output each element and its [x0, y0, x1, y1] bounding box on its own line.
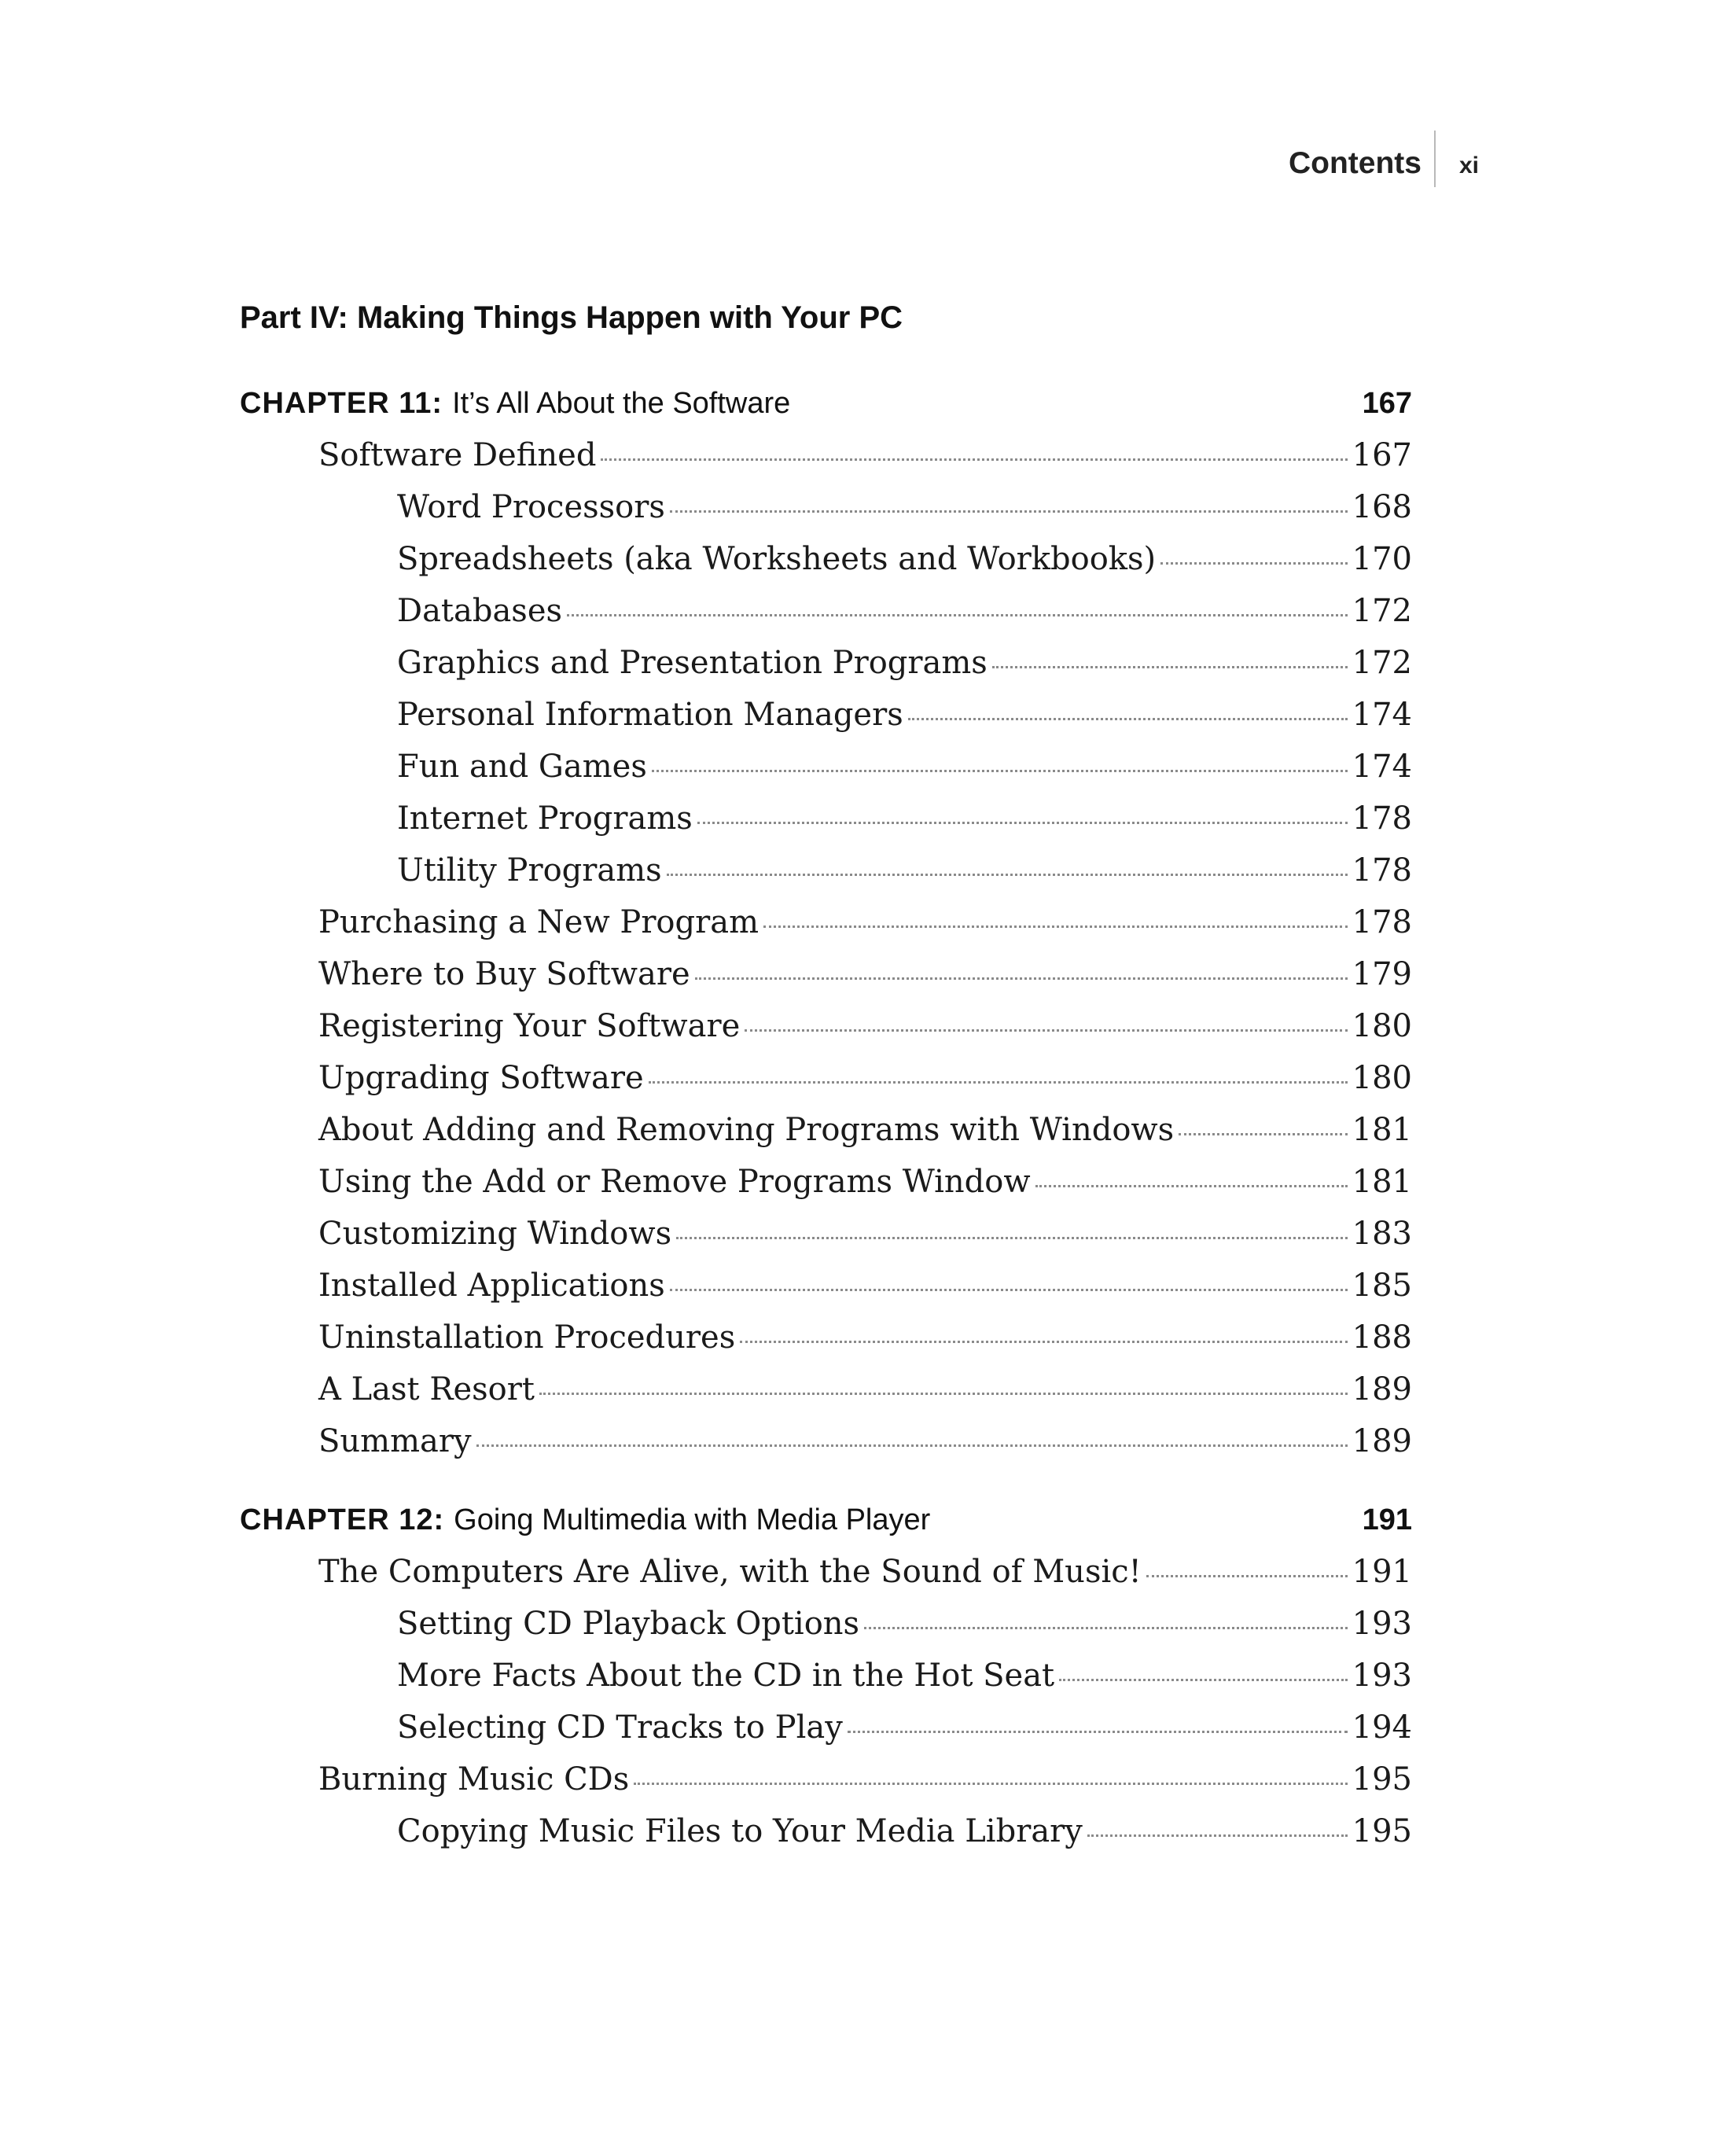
dot-leader [1160, 562, 1347, 565]
entry-page: 193 [1352, 1658, 1412, 1694]
entry-title: Burning Music CDs [318, 1761, 630, 1798]
chapter-page: 167 [1362, 387, 1412, 420]
entry-title: Spreadsheets (aka Worksheets and Workbooks) [397, 541, 1157, 577]
dot-leader [601, 458, 1347, 461]
dot-leader [676, 1237, 1348, 1239]
toc-entry[interactable] [318, 1216, 1412, 1263]
toc-entry[interactable] [397, 749, 1412, 796]
toc-entry[interactable] [318, 437, 1412, 484]
page-number: xi [1459, 153, 1480, 178]
dot-leader [745, 1029, 1347, 1032]
entry-title: Customizing Windows [318, 1216, 672, 1252]
dot-leader [695, 977, 1348, 980]
dot-leader [697, 822, 1348, 824]
entry-page: 185 [1352, 1268, 1412, 1304]
entry-title: Utility Programs [397, 852, 662, 889]
entry-title: About Adding and Removing Programs with Windows [318, 1112, 1175, 1148]
entry-page: 170 [1352, 541, 1412, 577]
dot-leader [864, 1627, 1348, 1629]
entry-page: 195 [1352, 1761, 1412, 1798]
entry-page: 172 [1352, 593, 1412, 629]
dot-leader [652, 770, 1348, 772]
dot-leader [567, 614, 1348, 616]
entry-title: Personal Information Managers [397, 697, 903, 733]
dot-leader [848, 1731, 1348, 1733]
toc-entry[interactable] [397, 852, 1412, 900]
dot-leader [649, 1081, 1348, 1084]
toc-entry[interactable] [397, 489, 1412, 536]
dot-leader [1179, 1133, 1347, 1135]
entry-page: 194 [1352, 1709, 1412, 1746]
entry-title: Where to Buy Software [318, 956, 690, 992]
dot-leader [992, 666, 1348, 668]
entry-title: Purchasing a New Program [318, 904, 760, 940]
chapter-label: CHAPTER 11: [240, 387, 443, 420]
toc-entry[interactable] [397, 1813, 1412, 1860]
toc-entry[interactable] [318, 1268, 1412, 1315]
entry-page: 178 [1352, 904, 1412, 940]
entry-title: Installed Applications [318, 1268, 665, 1304]
toc-entry[interactable] [318, 1060, 1412, 1107]
dot-leader [667, 874, 1348, 876]
entry-page: 183 [1352, 1216, 1412, 1252]
entry-page: 168 [1352, 489, 1412, 525]
entry-page: 181 [1352, 1112, 1412, 1148]
toc-entry[interactable] [318, 1112, 1412, 1159]
toc-entry[interactable] [318, 1164, 1412, 1211]
toc-entry[interactable] [397, 1709, 1412, 1757]
dot-leader [908, 718, 1348, 720]
toc-entry[interactable] [397, 800, 1412, 848]
toc-entry[interactable] [318, 1423, 1412, 1470]
dot-leader [476, 1444, 1348, 1447]
running-head-divider [1434, 131, 1436, 187]
entry-page: 178 [1352, 800, 1412, 837]
entry-page: 189 [1352, 1423, 1412, 1459]
chapter-page: 191 [1362, 1503, 1412, 1536]
running-head [0, 131, 1736, 193]
entry-title: Upgrading Software [318, 1060, 644, 1096]
dot-leader [1087, 1834, 1348, 1837]
entry-title: Registering Your Software [318, 1008, 741, 1044]
entry-title: Uninstallation Procedures [318, 1319, 736, 1356]
running-head-title: Contents [1289, 146, 1422, 180]
entry-page: 172 [1352, 645, 1412, 681]
toc-entry[interactable] [318, 1319, 1412, 1367]
entry-page: 174 [1352, 749, 1412, 785]
entry-title: More Facts About the CD in the Hot Seat [397, 1658, 1055, 1694]
toc-entry[interactable] [318, 1554, 1412, 1601]
toc-entry[interactable] [318, 904, 1412, 951]
toc-entry[interactable] [397, 1658, 1412, 1705]
dot-leader [1146, 1575, 1348, 1577]
dot-leader [740, 1341, 1347, 1343]
entry-page: 180 [1352, 1008, 1412, 1044]
entry-title: Internet Programs [397, 800, 693, 837]
entry-page: 189 [1352, 1371, 1412, 1408]
entry-title: Using the Add or Remove Programs Window [318, 1164, 1031, 1200]
entry-title: A Last Resort [318, 1371, 535, 1408]
entry-page: 181 [1352, 1164, 1412, 1200]
entry-page: 179 [1352, 956, 1412, 992]
dot-leader [634, 1783, 1347, 1785]
entry-title: Setting CD Playback Options [397, 1606, 860, 1642]
chapter-label: CHAPTER 12: [240, 1503, 445, 1536]
part-title: Part IV: Making Things Happen with Your PC [240, 300, 903, 335]
entry-page: 191 [1352, 1554, 1412, 1590]
entry-title: Databases [397, 593, 563, 629]
chapter-title: It’s All About the Software [452, 387, 791, 420]
entry-page: 174 [1352, 697, 1412, 733]
dot-leader [670, 510, 1348, 513]
dot-leader [1035, 1185, 1348, 1187]
entry-title: Word Processors [397, 489, 665, 525]
toc-entry[interactable] [397, 1606, 1412, 1653]
entry-page: 178 [1352, 852, 1412, 889]
toc-entry[interactable] [397, 541, 1412, 588]
entry-title: Graphics and Presentation Programs [397, 645, 988, 681]
dot-leader [670, 1289, 1348, 1291]
toc-entry[interactable] [397, 697, 1412, 744]
chapter-title: Going Multimedia with Media Player [454, 1503, 931, 1536]
dot-leader [763, 925, 1348, 928]
dot-leader [1059, 1679, 1348, 1681]
toc-entry[interactable] [318, 1008, 1412, 1055]
entry-title: Copying Music Files to Your Media Library [397, 1813, 1083, 1849]
chapter-heading[interactable] [240, 387, 1412, 421]
toc-entry[interactable] [397, 645, 1412, 692]
toc-entry[interactable] [318, 1761, 1412, 1809]
entry-page: 180 [1352, 1060, 1412, 1096]
entry-title: Software Defined [318, 437, 597, 473]
toc-entry[interactable] [318, 956, 1412, 1003]
entry-page: 167 [1352, 437, 1412, 473]
entry-page: 195 [1352, 1813, 1412, 1849]
entry-title: Fun and Games [397, 749, 647, 785]
dot-leader [539, 1393, 1348, 1395]
chapter-heading[interactable] [240, 1503, 1412, 1537]
entry-page: 193 [1352, 1606, 1412, 1642]
entry-title: Selecting CD Tracks to Play [397, 1709, 843, 1746]
entry-page: 188 [1352, 1319, 1412, 1356]
entry-title: Summary [318, 1423, 472, 1459]
toc-entry[interactable] [397, 593, 1412, 640]
toc-entry[interactable] [318, 1371, 1412, 1419]
entry-title: The Computers Are Alive, with the Sound of Music! [318, 1554, 1142, 1590]
